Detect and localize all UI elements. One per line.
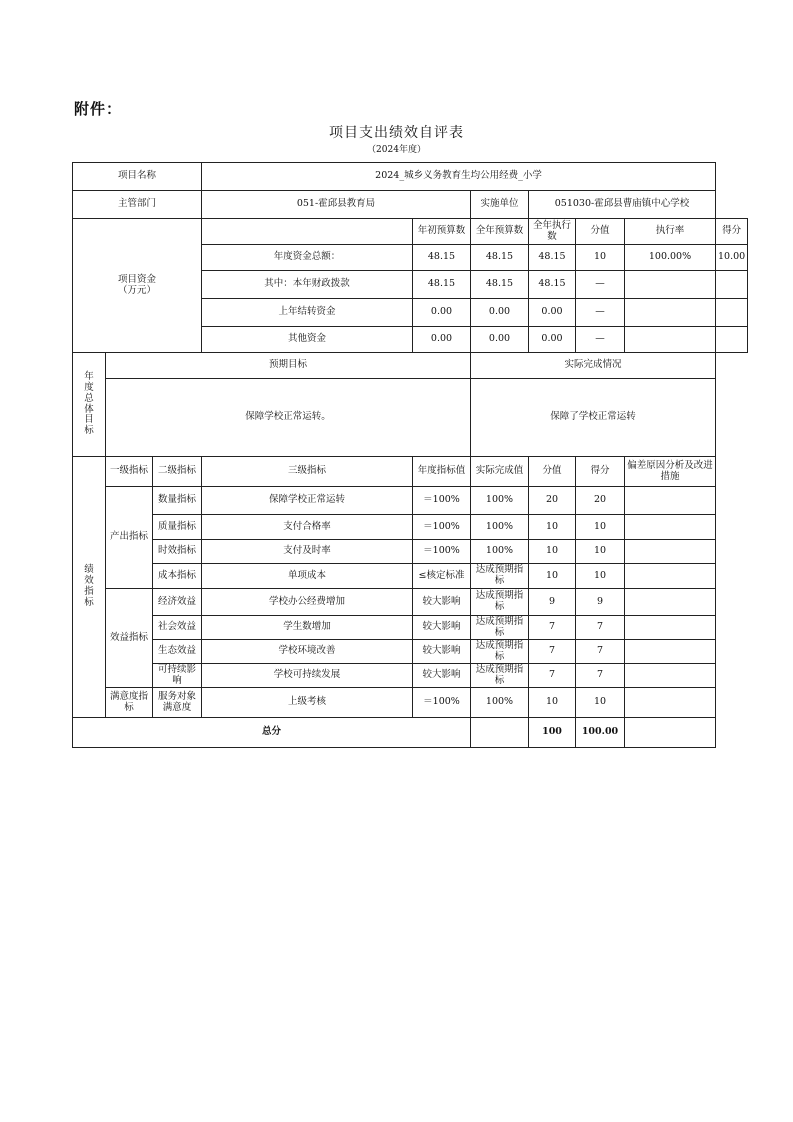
funds-annual: 48.15 [471,245,529,271]
header-level1: 一级指标 [106,457,153,487]
indicator-row [73,540,748,564]
funds-executed: 48.15 [529,271,576,299]
indicator-row [73,688,748,718]
header-reason: 偏差原因分析及改进措施 [625,457,716,487]
funds-score [716,327,748,353]
funds-score [716,271,748,299]
funds-row-label: 其他资金 [202,327,413,353]
score-cell: 7 [576,664,625,688]
funds-label-cell [73,219,202,353]
total-row [73,718,748,748]
unit-label: 实施单位 [471,191,529,219]
funds-row-label: 上年结转资金 [202,299,413,327]
project-name-value: 2024_城乡义务教育生均公用经费_小学 [202,163,716,191]
level3-cell: 学校办公经费增加 [202,589,413,616]
total-blank [471,718,529,748]
annex-label: 附件： [74,100,123,118]
score-cell: 9 [576,589,625,616]
weight-cell: 10 [529,540,576,564]
level2-cell: 生态效益 [153,640,202,664]
target-cell: ≤核定标准 [413,564,471,589]
level3-cell: 单项成本 [202,564,413,589]
level2-cell: 成本指标 [153,564,202,589]
unit-value: 051030-霍邱县曹庙镇中心学校 [529,191,716,219]
actual-cell: 100% [471,487,529,515]
funds-header-initial: 年初预算数 [413,219,471,245]
level2-cell: 质量指标 [153,515,202,540]
funds-initial: 48.15 [413,245,471,271]
funds-weight: — [576,327,625,353]
funds-executed: 48.15 [529,245,576,271]
dept-label: 主管部门 [73,191,202,219]
target-cell: ＝100% [413,515,471,540]
indicator-row [73,515,748,540]
level3-cell: 学校环境改善 [202,640,413,664]
actual-cell: 100% [471,540,529,564]
funds-annual: 0.00 [471,299,529,327]
actual-cell: 达成预期指标 [471,616,529,640]
indicator-row [73,640,748,664]
goals-label: 年 度 总 体 目 标 [73,353,106,457]
reason-cell [625,564,716,589]
header-actual: 实际完成值 [471,457,529,487]
header-weight: 分值 [529,457,576,487]
reason-cell [625,616,716,640]
score-cell: 7 [576,640,625,664]
reason-cell [625,515,716,540]
weight-cell: 20 [529,487,576,515]
target-cell: ＝100% [413,487,471,515]
actual-cell: 达成预期指标 [471,664,529,688]
indicators-label: 绩 效 指 标 [73,457,106,718]
header-level2: 二级指标 [153,457,202,487]
level3-cell: 学校可持续发展 [202,664,413,688]
actual-cell: 100% [471,515,529,540]
dept-value: 051-霍邱县教育局 [202,191,471,219]
score-cell: 10 [576,564,625,589]
score-cell: 10 [576,515,625,540]
total-label: 总分 [73,718,471,748]
expected-goal-text: 保障学校正常运转。 [106,379,471,457]
score-cell: 20 [576,487,625,515]
score-cell: 10 [576,688,625,718]
level1-satisfaction: 满意度指标 [106,688,153,718]
funds-weight: — [576,299,625,327]
target-cell: 较大影响 [413,640,471,664]
level2-cell: 社会效益 [153,616,202,640]
funds-executed: 0.00 [529,327,576,353]
reason-cell [625,540,716,564]
funds-header-blank [202,219,413,245]
actual-goal-text: 保障了学校正常运转 [471,379,716,457]
funds-unit: （万元） [117,284,156,296]
weight-cell: 9 [529,589,576,616]
funds-executed: 0.00 [529,299,576,327]
total-weight: 100 [529,718,576,748]
level1-benefit: 效益指标 [106,589,153,688]
target-cell: 较大影响 [413,664,471,688]
actual-cell: 100% [471,688,529,718]
project-name-label: 项目名称 [73,163,202,191]
indicator-row [73,564,748,589]
actual-cell: 达成预期指标 [471,640,529,664]
total-reason-blank [625,718,716,748]
score-cell: 10 [576,540,625,564]
funds-header-rate: 执行率 [625,219,716,245]
weight-cell: 10 [529,688,576,718]
reason-cell [625,589,716,616]
actual-goal-header: 实际完成情况 [471,353,716,379]
funds-header-executed: 全年执行数 [529,219,576,245]
weight-cell: 7 [529,640,576,664]
level2-cell: 时效指标 [153,540,202,564]
indicator-row [73,616,748,640]
target-cell: ＝100% [413,688,471,718]
reason-cell [625,664,716,688]
funds-rate [625,327,716,353]
funds-weight: — [576,271,625,299]
funds-header-weight: 分值 [576,219,625,245]
header-target: 年度指标值 [413,457,471,487]
level3-cell: 支付合格率 [202,515,413,540]
score-cell: 7 [576,616,625,640]
indicator-row [73,589,748,616]
funds-initial: 48.15 [413,271,471,299]
weight-cell: 10 [529,515,576,540]
actual-cell: 达成预期指标 [471,564,529,589]
funds-initial: 0.00 [413,299,471,327]
funds-annual: 48.15 [471,271,529,299]
indicator-row [73,664,748,688]
level3-cell: 保障学校正常运转 [202,487,413,515]
total-score: 100.00 [576,718,625,748]
target-cell: ＝100% [413,540,471,564]
funds-rate: 100.00% [625,245,716,271]
level3-cell: 学生数增加 [202,616,413,640]
header-level3: 三级指标 [202,457,413,487]
evaluation-table [72,162,748,748]
target-cell: 较大影响 [413,616,471,640]
target-cell: 较大影响 [413,589,471,616]
level2-cell: 服务对象满意度 [153,688,202,718]
level2-cell: 经济效益 [153,589,202,616]
funds-annual: 0.00 [471,327,529,353]
year-subtitle: （2024年度） [367,145,426,155]
actual-cell: 达成预期指标 [471,589,529,616]
funds-row-label: 年度资金总额： [202,245,413,271]
level2-cell: 可持续影响 [153,664,202,688]
weight-cell: 10 [529,564,576,589]
reason-cell [625,487,716,515]
funds-rate [625,271,716,299]
funds-score [716,299,748,327]
indicator-row [73,487,748,515]
expected-goal-header: 预期目标 [106,353,471,379]
weight-cell: 7 [529,664,576,688]
page-title: 项目支出绩效自评表 [329,125,464,141]
funds-initial: 0.00 [413,327,471,353]
funds-header-annual: 全年预算数 [471,219,529,245]
funds-weight: 10 [576,245,625,271]
funds-rate [625,299,716,327]
funds-row-label: 其中：本年财政拨款 [202,271,413,299]
reason-cell [625,640,716,664]
level3-cell: 上级考核 [202,688,413,718]
funds-label: 项目资金 [117,273,156,285]
level3-cell: 支付及时率 [202,540,413,564]
reason-cell [625,688,716,718]
funds-score: 10.00 [716,245,748,271]
level1-output: 产出指标 [106,487,153,589]
level2-cell: 数量指标 [153,487,202,515]
weight-cell: 7 [529,616,576,640]
funds-header-score: 得分 [716,219,748,245]
header-score: 得分 [576,457,625,487]
